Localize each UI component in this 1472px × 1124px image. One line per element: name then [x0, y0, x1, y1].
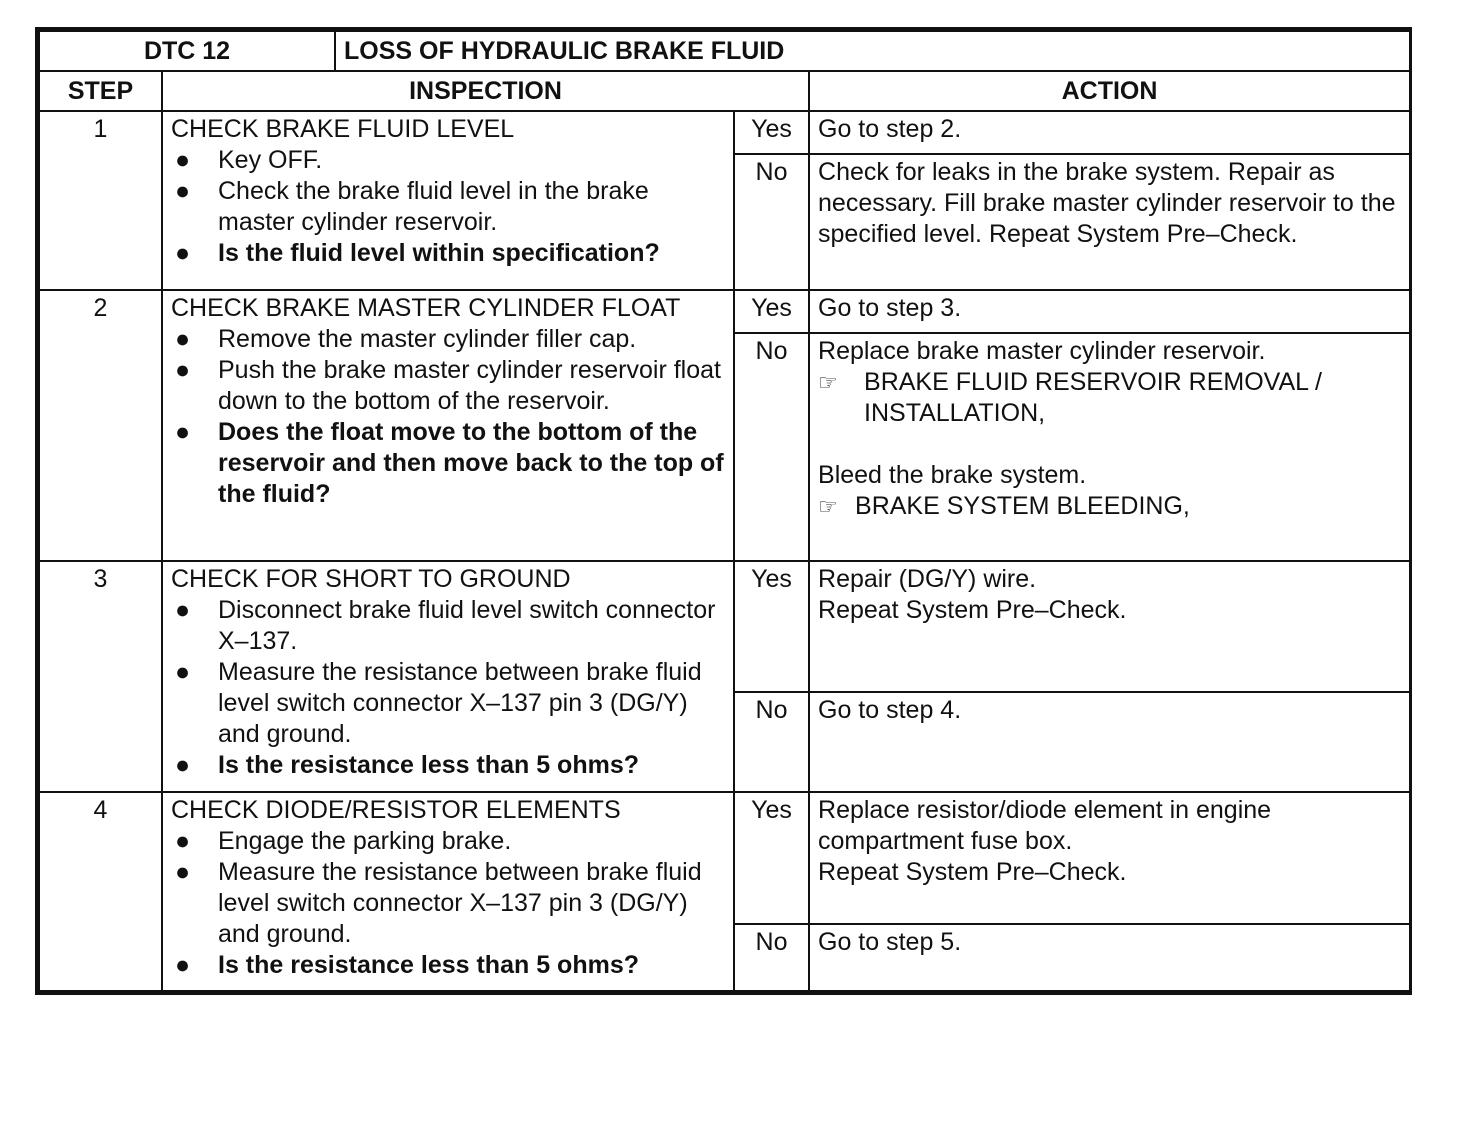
answer-yes: Yes — [734, 290, 809, 333]
pointing-hand-icon: ☞ — [818, 370, 838, 395]
bullet-icon: ● — [175, 356, 191, 384]
step-number: 1 — [39, 111, 162, 290]
answer-yes: Yes — [734, 111, 809, 154]
table-row — [39, 561, 1410, 692]
answer-no: No — [734, 692, 809, 792]
action-yes: Go to step 3. — [809, 290, 1410, 333]
table-row — [39, 290, 1410, 333]
list-item: ● Key OFF. — [175, 146, 323, 174]
inspection-cell — [162, 561, 734, 792]
list-item: ● Measure the resistance between brake fluid level switch connector X–137 pin 3 (DG/Y) and ground. — [175, 858, 702, 948]
answer-no: No — [734, 154, 809, 290]
action-no: Go to step 4. — [809, 692, 1410, 792]
bullet-icon: ● — [175, 239, 191, 267]
reference-link[interactable]: ☞ BRAKE FLUID RESERVOIR REMOVAL / INSTALLATION, — [818, 368, 1322, 427]
inspection-cell — [162, 792, 734, 991]
bullet-icon: ● — [175, 951, 191, 979]
action-text: Replace resistor/diode element in engine compartment fuse box. — [818, 796, 1272, 855]
dtc-table — [38, 30, 1411, 992]
table-row — [39, 792, 1410, 924]
inspection-heading: CHECK FOR SHORT TO GROUND — [171, 565, 571, 593]
dtc-code: DTC 12 — [39, 31, 335, 71]
inspection-question: ● Is the resistance less than 5 ohms? — [175, 951, 639, 979]
inspection-question: ● Is the fluid level within specification? — [175, 239, 660, 267]
pointing-hand-icon: ☞ — [818, 494, 838, 519]
inspection-heading: CHECK BRAKE MASTER CYLINDER FLOAT — [171, 294, 681, 322]
action-text: Repair (DG/Y) wire. — [818, 565, 1037, 593]
inspection-list — [171, 595, 725, 781]
bullet-icon: ● — [175, 418, 191, 446]
action-yes — [809, 792, 1410, 924]
answer-no: No — [734, 924, 809, 991]
list-item: ● Push the brake master cylinder reservoir float down to the bottom of the reservoir. — [175, 356, 721, 415]
bullet-icon: ● — [175, 858, 191, 886]
action-text: Bleed the brake system. — [818, 461, 1087, 489]
bullet-icon: ● — [175, 751, 191, 779]
list-item: ● Measure the resistance between brake fluid level switch connector X–137 pin 3 (DG/Y) and ground. — [175, 658, 702, 748]
inspection-list — [171, 145, 725, 269]
list-item: ● Disconnect brake fluid level switch connector X–137. — [175, 596, 716, 655]
step-number: 2 — [39, 290, 162, 561]
list-item: ● Remove the master cylinder filler cap. — [175, 325, 637, 353]
bullet-icon: ● — [175, 827, 191, 855]
header-action: ACTION — [809, 71, 1410, 111]
action-no — [809, 333, 1410, 561]
inspection-list — [171, 324, 725, 510]
reference-link[interactable]: ☞ BRAKE SYSTEM BLEEDING, — [818, 492, 1190, 520]
bullet-icon: ● — [175, 596, 191, 624]
action-yes: Go to step 2. — [809, 111, 1410, 154]
header-step: STEP — [39, 71, 162, 111]
action-text: Repeat System Pre–Check. — [818, 858, 1127, 886]
inspection-question: ● Is the resistance less than 5 ohms? — [175, 751, 639, 779]
bullet-icon: ● — [175, 146, 191, 174]
dtc-description: LOSS OF HYDRAULIC BRAKE FLUID — [335, 31, 1410, 71]
action-no: Go to step 5. — [809, 924, 1410, 991]
inspection-cell — [162, 111, 734, 290]
step-number: 4 — [39, 792, 162, 991]
inspection-heading: CHECK BRAKE FLUID LEVEL — [171, 115, 515, 143]
answer-yes: Yes — [734, 561, 809, 692]
bullet-icon: ● — [175, 325, 191, 353]
action-yes — [809, 561, 1410, 692]
bullet-icon: ● — [175, 177, 191, 205]
step-number: 3 — [39, 561, 162, 792]
inspection-heading: CHECK DIODE/RESISTOR ELEMENTS — [171, 796, 621, 824]
inspection-cell — [162, 290, 734, 561]
action-text: Repeat System Pre–Check. — [818, 596, 1127, 624]
list-item: ● Check the brake fluid level in the brake master cylinder reservoir. — [175, 177, 649, 236]
table-row — [39, 111, 1410, 154]
header-row — [39, 71, 1410, 111]
bullet-icon: ● — [175, 658, 191, 686]
answer-no: No — [734, 333, 809, 561]
action-no: Check for leaks in the brake system. Repair as necessary. Fill brake master cylinder reservoir to the specified level. Repeat System Pre–Check. — [809, 154, 1410, 290]
title-row — [39, 31, 1410, 71]
header-inspection: INSPECTION — [162, 71, 809, 111]
inspection-question: ● Does the float move to the bottom of the reservoir and then move back to the top of the fluid? — [175, 418, 724, 508]
inspection-list — [171, 826, 725, 981]
action-text: Replace brake master cylinder reservoir. — [818, 337, 1266, 365]
list-item: ● Engage the parking brake. — [175, 827, 512, 855]
dtc-table-sheet — [35, 27, 1412, 995]
answer-yes: Yes — [734, 792, 809, 924]
